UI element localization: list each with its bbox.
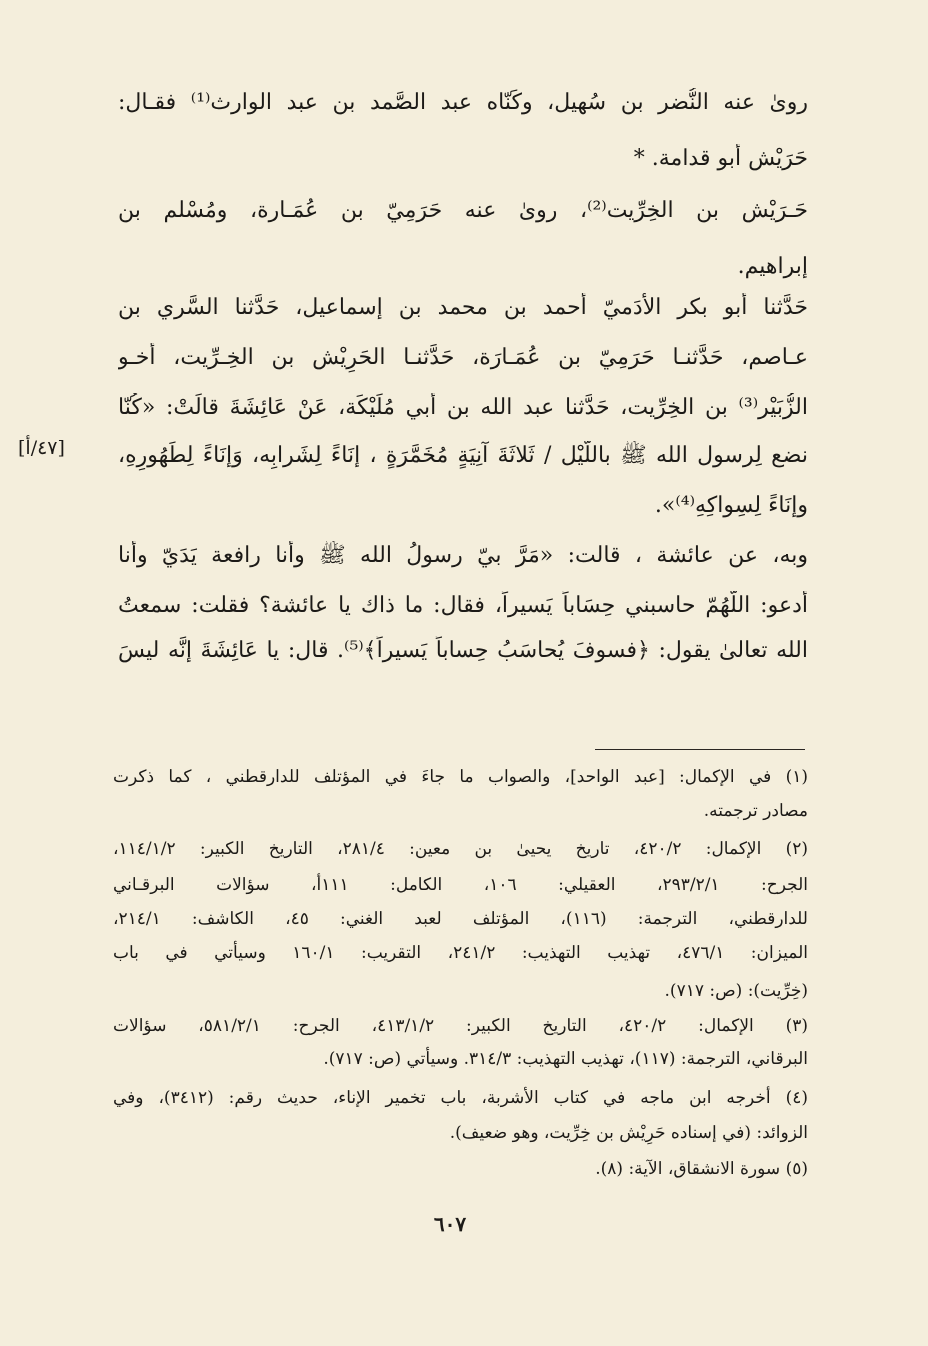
footnote-line: للدارقطني، الترجمة: (١١٦)، المؤتلف لعبد الغني: ٤٥، الكاشف: ٢١٤/١،	[113, 909, 808, 929]
margin-folio-reference: [٤٧/أ]	[18, 437, 65, 459]
text-line: رویٰ عنه النُّضر بن سُهيل، وكَنّاه عبد الصَّمد بن عبد الوارث⁽¹⁾ فقـال:	[118, 90, 808, 115]
text-line: نضع لِرسول الله ﷺ باللَّيْل / ثَلاثَةَ آنِيَةٍ مُخَمَّرَةٍ ، إنَاءً لِشَرابِه، وَإنَاءً لِطَهُورِهِ،	[118, 443, 808, 468]
footnote-line: (٢) الإكمال: ٤٢٠/٢، تاريخ يحيىٰ بن معين: ٢٨١/٤، التاريخ الكبير: ١١٤/١/٢،	[113, 839, 808, 859]
footnote-divider	[595, 749, 805, 750]
footnote-line: الميزان: ٤٧٦/١، تهذيب التهذيب: ٢٤١/٢، التقريب: ١٦٠/١ وسيأتي في باب	[113, 943, 808, 963]
footnote-line: البرقاني، الترجمة: (١١٧)، تهذيب التهذيب: ٣١٤/٣. وسيأتي (ص: ٧١٧).	[323, 1049, 808, 1069]
text-line: إبراهيم.	[737, 254, 808, 279]
footnote-line: الزوائد: (في إسناده حَرِيْش بن خِرِّيت، وهو ضعيف).	[449, 1123, 808, 1143]
text-line: عـاصم، حَدَّثنـا حَرَمِيّ بن عُمَـارَة، حَدَّثنـا الحَرِيْش بن الخِـرِّيت، أخـو	[118, 345, 808, 370]
text-line: وإنَاءً لِسِواكِهِ⁽⁴⁾».	[654, 493, 808, 518]
text-line: حَرَيْش أبو قدامة. *	[633, 146, 808, 171]
footnote-line: (١) في الإكمال: [عبد الواحد]، والصواب ما جاءَ في المؤتلف للدارقطني ، كما ذكرت	[113, 767, 808, 787]
text-line: حَدَّثنا أبو بكر الأَدَميّ أحمد بن محمد بن إسماعيل، حَدَّثنا السَّري بن	[118, 295, 808, 320]
footnote-line: (خِرِّيت): (ص: ٧١٧).	[664, 981, 808, 1001]
footnote-line: (٤) أخرجه ابن ماجه في كتاب الأشربة، باب تخمير الإناء، حديث رقم: (٣٤١٢)، وفي	[113, 1088, 808, 1108]
text-line: الله تعالىٰ يقول: ﴿فسوفَ يُحاسَبُ حِساباً يَسيراً﴾⁽⁵⁾. قال: يا عَائِشَةَ إنَّه ليسَ	[118, 638, 808, 663]
text-line: حَـرَيْش بن الخِرِّيت⁽²⁾، روىٰ عنه حَرَمِيّ بن عُمَـارة، ومُسْلم بن	[118, 198, 808, 223]
text-line: أدعو: اللَّهُمّ حاسبني حِسَاباً يَسيراً، فقال: ما ذاك يا عائشة؟ فقلت: سمعتُ	[118, 593, 808, 618]
page-number: ٦٠٧	[433, 1212, 467, 1236]
footnote-line: (٥) سورة الانشقاق، الآية: (٨).	[595, 1159, 808, 1179]
footnote-line: (٣) الإكمال: ٤٢٠/٢، التاريخ الكبير: ٤١٣/١/٢، الجرح: ٥٨١/٢/١، سؤالات	[113, 1016, 808, 1036]
footnote-line: مصادر ترجمته.	[703, 801, 808, 821]
text-line: وبه، عن عائشة ، قالت: «مَرَّ بيّ رسولُ الله ﷺ وأنا رافعة يَدَيّ وأنا	[118, 543, 808, 568]
text-line: الزُّبَيْر⁽³⁾ بن الخِرِّيت، حَدَّثنا عبد الله بن أبي مُلَيْكَة، عَنْ عَائِشَةَ قالَتْ: «كُنّا	[118, 395, 808, 420]
footnote-line: الجرح: ٢٩٣/٢/١، العقيلي: ١٠٦، الكامل: ١١١أ، سؤالات البرقـاني	[113, 875, 808, 895]
